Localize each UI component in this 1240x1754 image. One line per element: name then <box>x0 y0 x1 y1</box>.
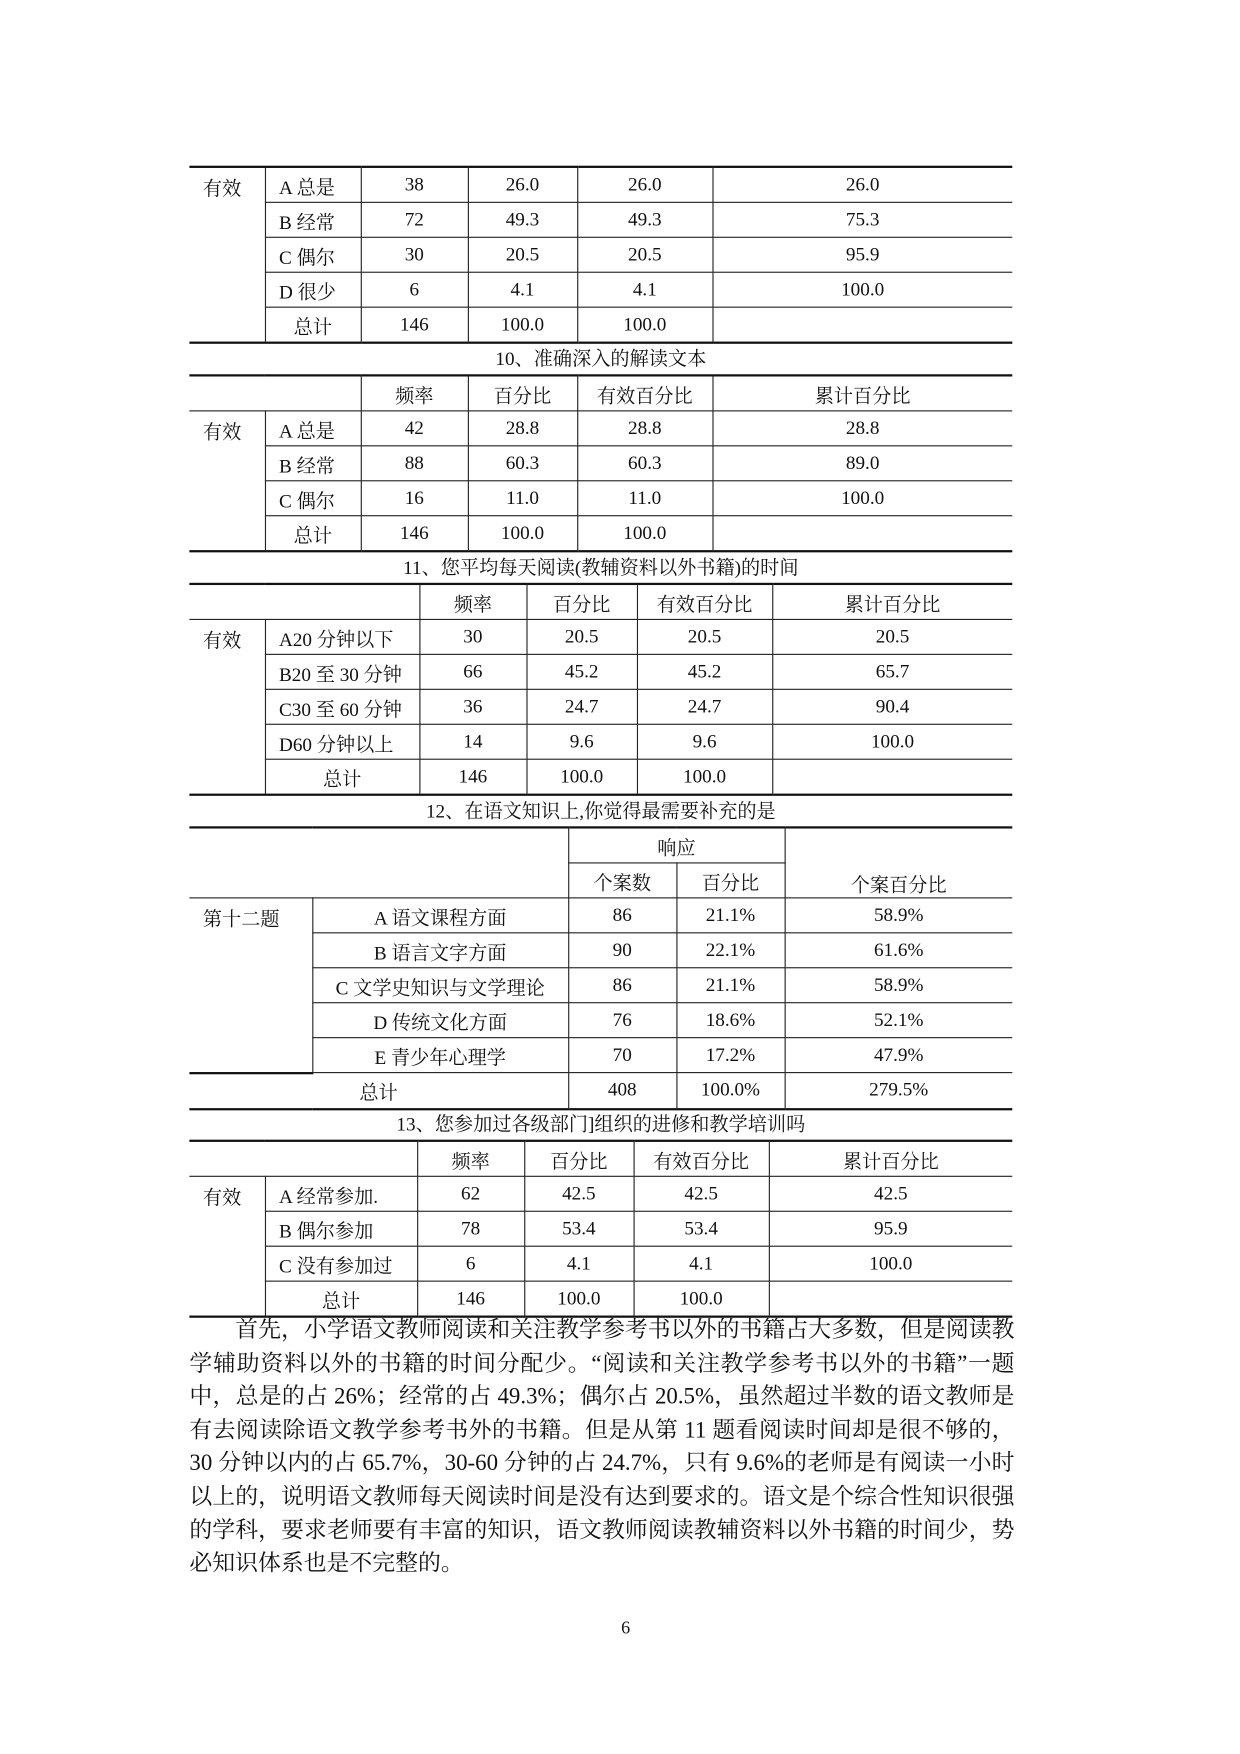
header-cell: 百分比 <box>676 863 784 898</box>
cell: 24.7 <box>526 689 636 724</box>
row-label: C 文学史知识与文学理论 <box>312 968 568 1003</box>
cell: 49.3 <box>468 202 577 237</box>
cell: 100.0 <box>772 724 1012 759</box>
cell: 60.3 <box>468 446 577 481</box>
cell: 60.3 <box>577 446 712 481</box>
cell: 95.9 <box>769 1211 1012 1246</box>
cell: 75.3 <box>712 202 1012 237</box>
cell: 100.0 <box>712 481 1012 516</box>
header-blank <box>189 584 419 620</box>
table-row <box>189 1073 1012 1109</box>
cell: 21.1% <box>676 898 784 933</box>
cell: 42 <box>361 411 468 446</box>
table-row <box>189 898 1012 933</box>
page-number: 6 <box>621 1618 631 1638</box>
cell: 28.8 <box>468 411 577 446</box>
cell: 30 <box>361 237 468 272</box>
cell: 18.6% <box>676 1003 784 1038</box>
cell: 146 <box>419 759 526 795</box>
group-label: 第十二题 <box>189 898 312 1073</box>
row-label: B 经常 <box>265 202 361 237</box>
table-title: 12、在语文知识上,你觉得最需要补充的是 <box>425 800 776 822</box>
table-row <box>189 1038 1012 1073</box>
cell: 26.0 <box>577 167 712 203</box>
table-row <box>189 1246 1012 1281</box>
cell: 279.5% <box>785 1073 1013 1109</box>
group-label: 有效 <box>189 1176 265 1316</box>
body-paragraph: 首先，小学语文教师阅读和关注教学参考书以外的书籍占大多数，但是阅读教学辅助资料以外的书籍的时间分配少。“阅读和关注教学参考书以外的书籍”一题中，总是的占 26%；经常的占 49.3%；偶尔占 20.5%，虽然超过半数的语文教师是有去阅读除语文教学参考书外的书籍。但是从第 11 题看阅读时间却是很不够的，30 分钟以内的占 65.7%，30-60 分钟的占 24.7%，只有 9.6%的老师是有阅读一小时以上的，说明语文教师每天阅读时间是没有达到要求的。语文是个综合性知识很强的学科，要求老师要有丰富的知识，语文教师阅读教辅资料以外书籍的时间少，势必知识体系也是不完整的。 <box>189 1317 1015 1577</box>
cell: 66 <box>419 654 526 689</box>
row-label: D60 分钟以上 <box>265 724 419 759</box>
header-blank <box>189 827 568 897</box>
cell: 90 <box>568 933 676 968</box>
cell: 100.0 <box>468 307 577 343</box>
table-row <box>189 1141 1012 1177</box>
header-cell: 累计百分比 <box>712 375 1012 411</box>
table-row <box>189 933 1012 968</box>
header-blank <box>189 1141 417 1177</box>
cell <box>769 1281 1012 1317</box>
table-row <box>189 446 1012 481</box>
cell: 11.0 <box>468 481 577 516</box>
table-row <box>189 375 1012 411</box>
row-label: C30 至 60 分钟 <box>265 689 419 724</box>
cell: 4.1 <box>524 1246 633 1281</box>
header-cell: 百分比 <box>524 1141 633 1177</box>
cell: 90.4 <box>772 689 1012 724</box>
cell: 53.4 <box>634 1211 769 1246</box>
cell: 100.0 <box>634 1281 769 1317</box>
row-label: C 没有参加过 <box>265 1246 417 1281</box>
table-row <box>189 202 1012 237</box>
table-q11 <box>189 583 1012 796</box>
cell: 49.3 <box>577 202 712 237</box>
cell: 100.0 <box>526 759 636 795</box>
header-cell: 累计百分比 <box>769 1141 1012 1177</box>
cell: 20.5 <box>526 619 636 654</box>
cell: 78 <box>417 1211 524 1246</box>
table-row <box>189 584 1012 620</box>
cell: 86 <box>568 898 676 933</box>
header-cell: 频率 <box>417 1141 524 1177</box>
cell: 100.0 <box>712 272 1012 307</box>
table-row <box>189 619 1012 654</box>
cell: 45.2 <box>526 654 636 689</box>
total-label: 总计 <box>265 516 361 552</box>
table-row <box>189 968 1012 1003</box>
header-cell: 频率 <box>419 584 526 620</box>
header-cell: 有效百分比 <box>577 375 712 411</box>
row-label: D 很少 <box>265 272 361 307</box>
cell: 76 <box>568 1003 676 1038</box>
cell <box>712 516 1012 552</box>
cell: 100.0 <box>577 516 712 552</box>
row-label: A20 分钟以下 <box>265 619 419 654</box>
cell <box>712 307 1012 343</box>
cell: 24.7 <box>637 689 772 724</box>
row-label: A 总是 <box>265 411 361 446</box>
header-cell: 百分比 <box>468 375 577 411</box>
cell: 408 <box>568 1073 676 1109</box>
group-label: 有效 <box>189 411 265 551</box>
cell: 100.0 <box>524 1281 633 1317</box>
cell: 9.6 <box>637 724 772 759</box>
cell: 22.1% <box>676 933 784 968</box>
cell: 17.2% <box>676 1038 784 1073</box>
cell: 100.0% <box>676 1073 784 1109</box>
cell: 53.4 <box>524 1211 633 1246</box>
row-label: B20 至 30 分钟 <box>265 654 419 689</box>
total-label: 总计 <box>265 1281 417 1317</box>
cell: 52.1% <box>785 1003 1013 1038</box>
cell: 146 <box>417 1281 524 1317</box>
cell: 4.1 <box>634 1246 769 1281</box>
cell: 28.8 <box>712 411 1012 446</box>
table-row <box>189 237 1012 272</box>
table-row <box>189 724 1012 759</box>
cell: 28.8 <box>577 411 712 446</box>
row-label: A 总是 <box>265 167 361 203</box>
header-cell: 有效百分比 <box>637 584 772 620</box>
cell: 11.0 <box>577 481 712 516</box>
cell: 88 <box>361 446 468 481</box>
cell <box>772 759 1012 795</box>
table-q12 <box>189 826 1012 1110</box>
cell: 146 <box>361 307 468 343</box>
table-row <box>189 411 1012 446</box>
table-q10 <box>189 374 1012 552</box>
cell: 45.2 <box>637 654 772 689</box>
cell: 20.5 <box>637 619 772 654</box>
table-row <box>189 516 1012 552</box>
table-row <box>189 1281 1012 1317</box>
table-row <box>189 481 1012 516</box>
table-row <box>189 1003 1012 1038</box>
row-label: C 偶尔 <box>265 237 361 272</box>
cell: 16 <box>361 481 468 516</box>
cell: 38 <box>361 167 468 203</box>
table-q9 <box>189 166 1012 344</box>
row-label: A 经常参加. <box>265 1176 417 1211</box>
cell: 20.5 <box>772 619 1012 654</box>
table-row <box>189 759 1012 795</box>
cell: 14 <box>419 724 526 759</box>
table-row <box>189 272 1012 307</box>
table-row <box>189 307 1012 343</box>
table-row <box>189 654 1012 689</box>
cell: 6 <box>361 272 468 307</box>
table-row <box>189 1176 1012 1211</box>
table-row <box>189 1211 1012 1246</box>
header-cell: 累计百分比 <box>772 584 1012 620</box>
header-cell: 有效百分比 <box>634 1141 769 1177</box>
cell: 72 <box>361 202 468 237</box>
table-title: 10、准确深入的解读文本 <box>495 348 707 370</box>
cell: 61.6% <box>785 933 1013 968</box>
row-label: A 语文课程方面 <box>312 898 568 933</box>
cell: 30 <box>419 619 526 654</box>
group-label: 有效 <box>189 619 265 794</box>
cell: 6 <box>417 1246 524 1281</box>
header-cell: 频率 <box>361 375 468 411</box>
cell: 100.0 <box>468 516 577 552</box>
total-label: 总计 <box>265 759 419 795</box>
table-row <box>189 167 1012 203</box>
cell: 20.5 <box>468 237 577 272</box>
cell: 26.0 <box>468 167 577 203</box>
table-title: 13、您参加过各级部门]组织的进修和教学培训吗 <box>396 1113 806 1136</box>
cell: 95.9 <box>712 237 1012 272</box>
cell: 146 <box>361 516 468 552</box>
row-label: B 偶尔参加 <box>265 1211 417 1246</box>
group-label: 有效 <box>189 167 265 343</box>
cell: 70 <box>568 1038 676 1073</box>
cell: 42.5 <box>634 1176 769 1211</box>
cell: 58.9% <box>785 898 1013 933</box>
header-cell: 个案百分比 <box>785 827 1013 897</box>
cell: 4.1 <box>577 272 712 307</box>
header-cell: 响应 <box>568 827 784 863</box>
cell: 100.0 <box>769 1246 1012 1281</box>
cell: 47.9% <box>785 1038 1013 1073</box>
table-row <box>189 689 1012 724</box>
cell: 4.1 <box>468 272 577 307</box>
table-row <box>189 827 1012 863</box>
cell: 65.7 <box>772 654 1012 689</box>
cell: 26.0 <box>712 167 1012 203</box>
row-label: B 语言文字方面 <box>312 933 568 968</box>
row-label: C 偶尔 <box>265 481 361 516</box>
cell: 21.1% <box>676 968 784 1003</box>
cell: 86 <box>568 968 676 1003</box>
row-label: B 经常 <box>265 446 361 481</box>
cell: 20.5 <box>577 237 712 272</box>
header-cell: 个案数 <box>568 863 676 898</box>
cell: 58.9% <box>785 968 1013 1003</box>
header-cell: 百分比 <box>526 584 636 620</box>
table-q13 <box>189 1140 1012 1318</box>
row-label: E 青少年心理学 <box>312 1038 568 1073</box>
table-title: 11、您平均每天阅读(教辅资料以外书籍)的时间 <box>403 556 799 579</box>
cell: 100.0 <box>577 307 712 343</box>
cell: 42.5 <box>524 1176 633 1211</box>
cell: 89.0 <box>712 446 1012 481</box>
cell: 100.0 <box>637 759 772 795</box>
total-label: 总计 <box>265 307 361 343</box>
cell: 62 <box>417 1176 524 1211</box>
header-blank <box>189 375 360 411</box>
cell: 9.6 <box>526 724 636 759</box>
total-label: 总计 <box>189 1073 568 1109</box>
cell: 36 <box>419 689 526 724</box>
cell: 42.5 <box>769 1176 1012 1211</box>
row-label: D 传统文化方面 <box>312 1003 568 1038</box>
